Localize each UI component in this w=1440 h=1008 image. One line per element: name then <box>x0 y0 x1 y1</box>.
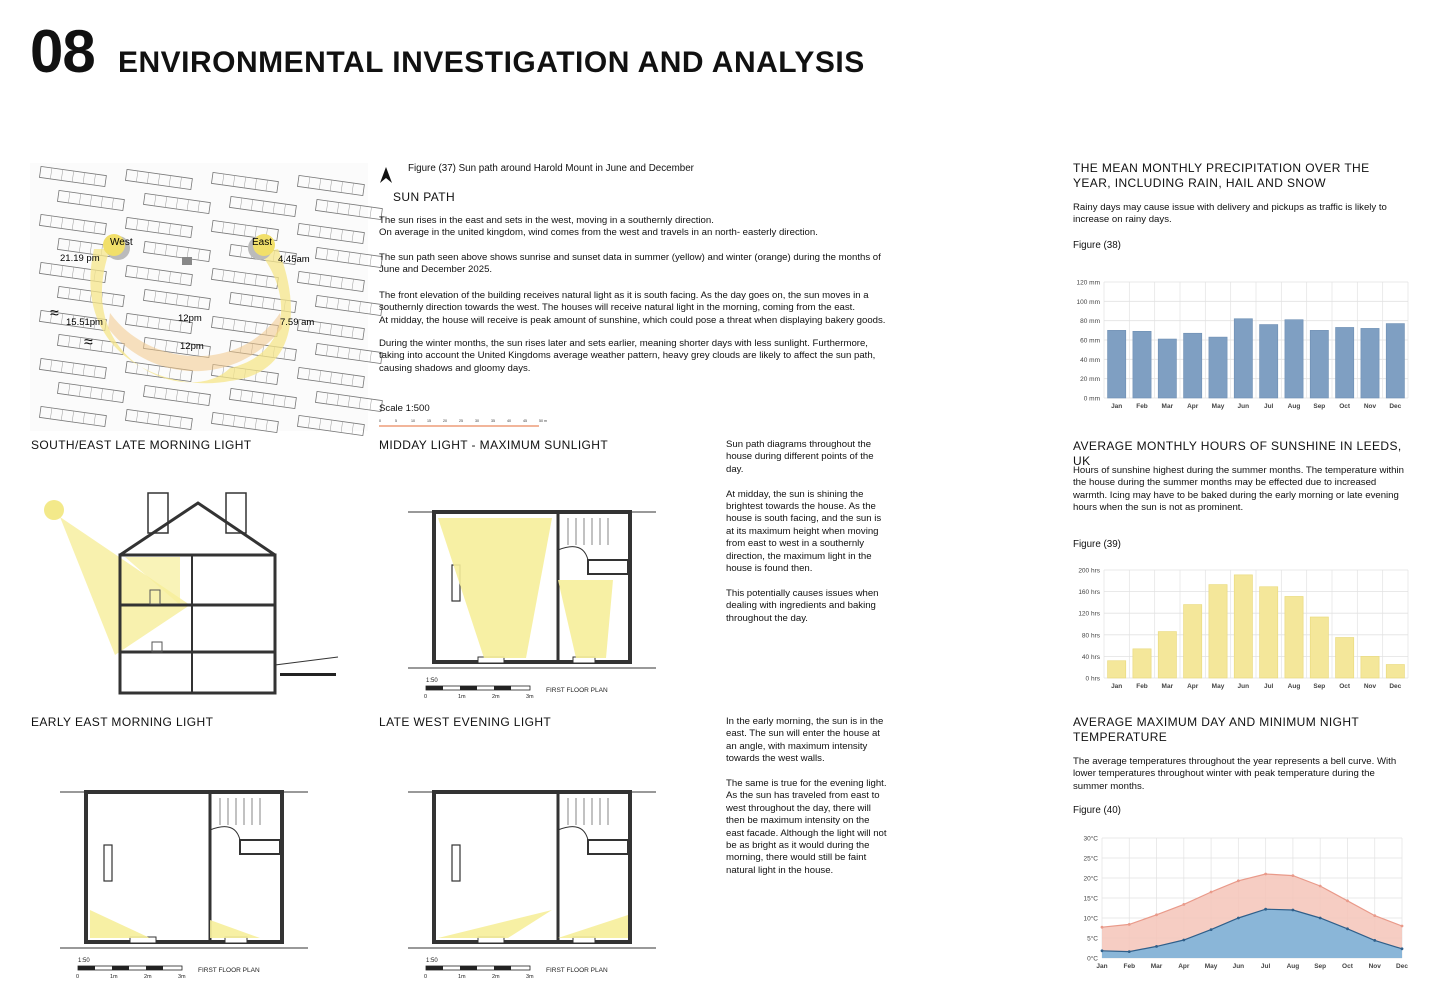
bar-nov <box>1361 328 1379 398</box>
y-tick-label: 40 mm <box>1080 356 1100 364</box>
x-tick-label: Dec <box>1389 683 1402 690</box>
bar-apr <box>1184 333 1202 398</box>
x-tick-label: Nov <box>1363 403 1377 410</box>
x-tick-label: Jun <box>1237 683 1250 690</box>
point-max <box>1182 903 1185 906</box>
x-tick-label: May <box>1211 683 1225 690</box>
bar-feb <box>1133 331 1151 398</box>
page-title: ENVIRONMENTAL INVESTIGATION AND ANALYSIS <box>118 46 865 79</box>
point-max <box>1155 913 1158 916</box>
plan-scale-tick: 1m <box>110 974 118 980</box>
section-title-southeast: SOUTH/EAST LATE MORNING LIGHT <box>31 438 252 452</box>
point-max <box>1210 891 1213 894</box>
scale-tick-label: 30 <box>475 419 479 423</box>
y-tick-label: 20°C <box>1083 875 1098 883</box>
x-tick-label: May <box>1211 403 1225 410</box>
precipitation-chart <box>1064 274 1414 416</box>
point-min <box>1264 908 1267 911</box>
plan-label: FIRST FLOOR PLAN <box>198 967 260 974</box>
page-number: 08 <box>30 18 95 85</box>
x-tick-label: Aug <box>1287 683 1301 690</box>
point-max <box>1319 885 1322 888</box>
point-min <box>1101 949 1104 952</box>
map-label-sunrise-winter: 7.59 am <box>280 317 315 328</box>
x-tick-label: Jan <box>1096 963 1108 970</box>
map-label-sunset-summer: 21.19 pm <box>60 253 100 264</box>
x-tick-label: Jan <box>1111 403 1123 410</box>
x-tick-label: Aug <box>1287 403 1301 410</box>
bar-may <box>1209 585 1227 678</box>
point-min <box>1128 950 1131 953</box>
sunshine-chart <box>1064 562 1414 696</box>
north-arrow-icon <box>379 166 393 184</box>
y-tick-label: 120 mm <box>1076 279 1100 287</box>
y-tick-label: 10°C <box>1083 915 1098 923</box>
temp-figure-label: Figure (40) <box>1073 805 1121 816</box>
bar-mar <box>1158 632 1176 678</box>
x-tick-label: Aug <box>1286 963 1300 970</box>
bar-nov <box>1361 656 1379 678</box>
plan-scale-tick: 2m <box>144 974 152 980</box>
point-min <box>1346 927 1349 930</box>
sunpath-text-3: The front elevation of the building receives natural light as it is south facing. As the day goes on, the sun moves in a southernly direction towards the west. The houses will receive natural light in the morning, coming from the east. At midday, the house will receive is peak amount of sunshine, which could pose a threat when displaying bakery goods. <box>379 290 886 326</box>
scale-tick-label: 50 m <box>539 419 547 423</box>
bar-sep <box>1310 330 1328 398</box>
x-tick-label: Apr <box>1187 683 1199 690</box>
wind-icon: ≈ <box>50 305 59 322</box>
y-tick-label: 120 hrs <box>1078 610 1100 618</box>
plan-label: FIRST FLOOR PLAN <box>546 967 608 974</box>
sunpath-text-1: The sun rises in the east and sets in the west, moving in a southernly direction. On average in the united kingdom, wind comes from the west and travels in an north- easterly direction. <box>379 215 818 239</box>
scale-tick-label: 0 <box>379 419 381 423</box>
bar-jul <box>1260 587 1278 678</box>
point-max <box>1237 879 1240 882</box>
temp-text: The average temperatures throughout the year represents a bell curve. With lower temperatures throughout winter with peak temperature during the summer months. <box>1073 756 1397 792</box>
y-tick-label: 60 mm <box>1080 337 1100 345</box>
point-min <box>1373 939 1376 942</box>
plan-label: FIRST FLOOR PLAN <box>546 687 608 694</box>
x-tick-label: Nov <box>1368 963 1381 970</box>
x-tick-label: Jan <box>1111 683 1123 690</box>
scale-tick-label: 5 <box>395 419 397 423</box>
east-west-text: In the early morning, the sun is in the east. The sun will enter the house at an angle, with maximum intensity towards the west walls. The same is true for the evening light. As the sun has traveled from east to west throughout the day, there will then be maximum intensity on the east facade. Although the light will not be as bright as it would during the morning, there would still be faint natural light in the house. <box>726 716 887 876</box>
x-tick-label: Jul <box>1263 683 1274 690</box>
scale-bar <box>378 416 546 430</box>
x-tick-label: Dec <box>1389 403 1402 410</box>
map-label-noon-winter: 12pm <box>180 341 204 352</box>
point-max <box>1346 899 1349 902</box>
precip-heading: THE MEAN MONTHLY PRECIPITATION OVER THE YEAR, INCLUDING RAIN, HAIL AND SNOW <box>1073 161 1370 190</box>
y-tick-label: 0 hrs <box>1085 675 1100 683</box>
point-min <box>1401 947 1404 950</box>
map-label-east: East <box>252 237 273 248</box>
plan-scale-tick: 0 <box>424 974 428 980</box>
bar-oct <box>1336 327 1354 398</box>
point-max <box>1292 874 1295 877</box>
point-min <box>1237 917 1240 920</box>
x-tick-label: May <box>1204 963 1218 970</box>
bar-may <box>1209 337 1227 398</box>
sun-path-map <box>30 163 368 431</box>
x-tick-label: Jul <box>1263 403 1274 410</box>
plan-scale-tick: 3m <box>178 974 186 980</box>
floor-plan-midday <box>408 490 658 700</box>
bar-apr <box>1184 605 1202 678</box>
section-drawing <box>30 485 345 700</box>
plan-scale-tick: 1m <box>458 974 466 980</box>
x-tick-label: Mar <box>1150 963 1163 970</box>
x-tick-label: Feb <box>1136 683 1148 690</box>
temp-heading: AVERAGE MAXIMUM DAY AND MINIMUM NIGHT TEMPERATURE <box>1073 715 1359 744</box>
point-min <box>1155 945 1158 948</box>
bar-dec <box>1386 665 1404 679</box>
scale-tick-label: 15 <box>427 419 431 423</box>
bar-jan <box>1108 661 1126 678</box>
sunpath-text-4: During the winter months, the sun rises later and sets earlier, meaning shorter days with less sunlight. Furthermore, taking into account the United Kingdoms average weather pattern, heavy grey clouds are likely to affect the sun path, causing shadows and gloomy days. <box>379 338 876 374</box>
y-tick-label: 15°C <box>1083 895 1098 903</box>
sunpath-heading: SUN PATH <box>393 190 456 204</box>
x-tick-label: Feb <box>1123 963 1136 970</box>
sunshine-text: Hours of sunshine highest during the summer months. The temperature within the house during the summer months may be effected due to increased warmth. Icing may have to be baked during the early morning or late evening hours when the sun is not as prominent. <box>1073 465 1404 514</box>
point-min <box>1182 939 1185 942</box>
x-tick-label: Apr <box>1178 963 1190 970</box>
y-tick-label: 25°C <box>1083 855 1098 863</box>
plan-scale-tick: 2m <box>492 694 500 700</box>
plan-scale-tick: 3m <box>526 694 534 700</box>
x-tick-label: Sep <box>1313 683 1326 690</box>
plan-scale-tick: 2m <box>492 974 500 980</box>
section-title-midday: MIDDAY LIGHT - MAXIMUM SUNLIGHT <box>379 438 609 452</box>
x-tick-label: Mar <box>1161 403 1174 410</box>
x-tick-label: Feb <box>1136 403 1148 410</box>
scale-tick-label: 40 <box>507 419 511 423</box>
point-max <box>1401 925 1404 928</box>
map-label-sunset-winter: 15.51pm <box>66 317 103 328</box>
scale-tick-label: 35 <box>491 419 495 423</box>
precip-figure-label: Figure (38) <box>1073 240 1121 251</box>
bar-aug <box>1285 320 1303 398</box>
midday-text: Sun path diagrams throughout the house during different points of the day. At midday, the sun is shining the brightest towards the house. As the house is south facing, and the sun is at its maximum height when moving from east to west in a southernly direction, the maximum light in the house is found then. This potentially causes issues when dealing with ingredients and baking throughout the day. <box>726 439 882 624</box>
wind-icon-2: ≈ <box>84 334 93 351</box>
bar-oct <box>1336 638 1354 679</box>
plan-shell <box>408 512 656 700</box>
bar-dec <box>1386 324 1404 398</box>
bar-sep <box>1310 617 1328 678</box>
y-tick-label: 200 hrs <box>1078 567 1100 575</box>
x-tick-label: Nov <box>1363 683 1377 690</box>
y-tick-label: 20 mm <box>1080 376 1100 384</box>
section-title-early-east: EARLY EAST MORNING LIGHT <box>31 715 214 729</box>
sunshine-figure-label: Figure (39) <box>1073 539 1121 550</box>
bar-jan <box>1108 330 1126 398</box>
x-tick-label: Mar <box>1161 683 1174 690</box>
map-label-noon-summer: 12pm <box>178 313 202 324</box>
bar-jul <box>1260 325 1278 398</box>
map-label-sunrise-summer: 4.45am <box>278 254 310 265</box>
temperature-chart <box>1064 832 1414 972</box>
y-tick-label: 100 mm <box>1076 298 1100 306</box>
floor-plan-late-west <box>408 770 658 980</box>
x-tick-label: Jun <box>1237 403 1250 410</box>
y-tick-label: 80 mm <box>1080 318 1100 326</box>
x-tick-label: Dec <box>1396 963 1408 970</box>
plan-scale-label: 1:50 <box>78 958 90 964</box>
y-tick-label: 5°C <box>1087 935 1098 943</box>
scale-label: Scale 1:500 <box>379 403 430 414</box>
sunpath-figure-caption: Figure (37) Sun path around Harold Mount in June and December <box>408 163 694 174</box>
point-min <box>1210 928 1213 931</box>
point-max <box>1373 914 1376 917</box>
x-tick-label: Oct <box>1339 683 1351 690</box>
plan-scale-tick: 0 <box>76 974 80 980</box>
x-tick-label: Oct <box>1342 963 1353 970</box>
bar-aug <box>1285 596 1303 678</box>
bar-jun <box>1234 319 1252 398</box>
scale-tick-label: 20 <box>443 419 447 423</box>
bar-jun <box>1234 575 1252 678</box>
point-min <box>1292 909 1295 912</box>
floor-plan-early-east <box>60 770 310 980</box>
scale-tick-label: 25 <box>459 419 463 423</box>
plan-scale-label: 1:50 <box>426 958 438 964</box>
scale-tick-label: 45 <box>523 419 527 423</box>
point-max <box>1128 923 1131 926</box>
plan-scale-tick: 0 <box>424 694 428 700</box>
point-max <box>1101 926 1104 929</box>
y-tick-label: 80 hrs <box>1081 632 1100 640</box>
bar-feb <box>1133 649 1151 678</box>
map-label-west: West <box>110 237 133 248</box>
x-tick-label: Sep <box>1313 403 1326 410</box>
sun-icon <box>44 500 64 520</box>
x-tick-label: Sep <box>1314 963 1327 970</box>
x-tick-label: Apr <box>1187 403 1199 410</box>
x-tick-label: Jul <box>1260 963 1271 970</box>
plan-scale-label: 1:50 <box>426 678 438 684</box>
plan-scale-tick: 3m <box>526 974 534 980</box>
plan-scale-tick: 1m <box>458 694 466 700</box>
sunshine-heading: AVERAGE MONTHLY HOURS OF SUNSHINE IN LEEDS, UK <box>1073 439 1402 468</box>
y-tick-label: 160 hrs <box>1078 589 1100 597</box>
scale-tick-label: 10 <box>411 419 415 423</box>
bar-mar <box>1158 339 1176 398</box>
y-tick-label: 40 hrs <box>1081 653 1100 661</box>
x-tick-label: Jun <box>1232 963 1245 970</box>
point-max <box>1264 873 1267 876</box>
y-tick-label: 30°C <box>1083 835 1098 843</box>
point-min <box>1319 917 1322 920</box>
x-tick-label: Oct <box>1339 403 1351 410</box>
precip-text: Rainy days may cause issue with delivery and pickups as traffic is likely to increase on rainy days. <box>1073 202 1387 226</box>
y-tick-label: 0 mm <box>1083 395 1100 403</box>
sunpath-text-2: The sun path seen above shows sunrise and sunset data in summer (yellow) and winter (orange) during the months of June and December 2025. <box>379 252 881 276</box>
section-title-late-west: LATE WEST EVENING LIGHT <box>379 715 552 729</box>
y-tick-label: 0°C <box>1087 955 1098 963</box>
